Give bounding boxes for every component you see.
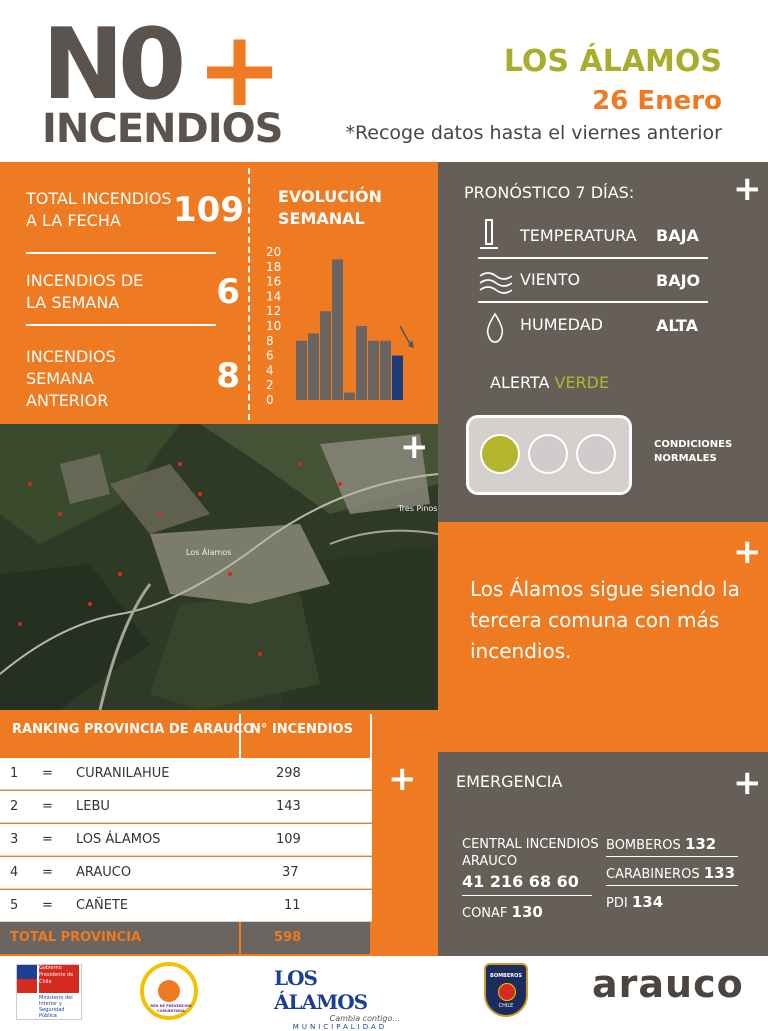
bomberos-logo xyxy=(484,963,528,1017)
plus-icon[interactable]: + xyxy=(400,427,429,467)
emergency-title: EMERGENCIA xyxy=(456,772,563,791)
date-title: 26 Enero xyxy=(592,86,722,116)
week-label xyxy=(26,270,143,314)
wind-icon xyxy=(478,270,514,294)
prev-label xyxy=(26,346,116,412)
forecast-title: PRONÓSTICO 7 DÍAS: xyxy=(464,183,635,202)
red-prevencion-text: RED DE PREVENCIÓN COMUNITARIA xyxy=(150,1004,192,1013)
chart-bar xyxy=(368,341,379,400)
light-green xyxy=(480,434,520,474)
chart-tick-label: 10 xyxy=(266,319,282,333)
rank-count: 109 xyxy=(276,832,301,847)
total-province-value: 598 xyxy=(274,930,302,945)
rank-name: CURANILAHUE xyxy=(76,766,170,781)
forecast-value-humidity: ALTA xyxy=(656,316,698,335)
separator xyxy=(478,257,708,259)
ministerio-text-3: Seguridad Pública xyxy=(39,1007,65,1019)
rank-count: 298 xyxy=(276,766,301,781)
shield-icon xyxy=(498,983,516,1001)
plus-icon[interactable]: + xyxy=(388,759,417,799)
evolution-title xyxy=(278,186,382,230)
total-label xyxy=(26,188,172,232)
chart-tick-label: 6 xyxy=(266,348,274,363)
separator xyxy=(26,324,216,326)
hand-icon xyxy=(158,980,180,1002)
plus-icon[interactable]: + xyxy=(733,763,762,803)
alert-level: VERDE xyxy=(554,373,610,392)
rank-name: LEBU xyxy=(76,799,110,814)
carabineros-number: 133 xyxy=(703,864,736,882)
chart-bar xyxy=(344,393,355,400)
rank-count: 37 xyxy=(282,865,299,880)
bomberos-number: 132 xyxy=(684,835,717,853)
table-row xyxy=(0,758,372,790)
logo-plus: + xyxy=(196,8,284,130)
rank-trend: = xyxy=(42,799,53,814)
prev-value: 8 xyxy=(216,356,240,396)
chart-tick-label: 4 xyxy=(266,363,274,378)
conaf-label: CONAF xyxy=(462,906,508,921)
carabineros-label: CARABINEROS xyxy=(606,867,700,882)
chart-tick-label: 16 xyxy=(266,274,282,289)
gobierno-text xyxy=(39,965,79,993)
table-row xyxy=(0,791,372,823)
gobierno-text-1: Gobierno xyxy=(39,965,62,971)
prev-label-line2: SEMANA xyxy=(26,369,94,388)
chart-bar xyxy=(356,326,367,400)
conaf-number: 130 xyxy=(511,903,543,921)
conaf-contact xyxy=(462,903,543,921)
ranking-header-name: RANKING PROVINCIA DE ARAUCO xyxy=(12,722,254,737)
rank-name: CAÑETE xyxy=(76,898,129,913)
map-label-pinos: Tres Pinos xyxy=(398,504,438,513)
forecast-label-humidity: HUMEDAD xyxy=(520,315,603,334)
bomberos-country: CHILE xyxy=(498,1003,514,1009)
chart-tick-label: 0 xyxy=(266,393,274,407)
total-label-line2: A LA FECHA xyxy=(26,211,121,230)
pdi-contact xyxy=(606,893,663,911)
pdi-number: 134 xyxy=(631,893,664,911)
forecast-label-temperature: TEMPERATURA xyxy=(520,226,637,245)
conditions-label xyxy=(654,438,732,466)
ranking-header-count: N° INCENDIOS xyxy=(250,722,353,737)
total-value: 109 xyxy=(173,190,244,230)
chart-tick-label: 18 xyxy=(266,259,282,274)
table-row xyxy=(0,890,372,922)
forecast-value-temperature: BAJA xyxy=(656,226,699,245)
satellite-map[interactable] xyxy=(0,424,438,710)
rank-pos: 4 xyxy=(10,865,19,880)
chart-tick-label: 14 xyxy=(266,289,282,304)
separator xyxy=(462,895,592,896)
week-label-line1: INCENDIOS DE xyxy=(26,271,144,290)
rank-trend: = xyxy=(42,832,53,847)
drop-icon xyxy=(484,312,506,344)
gobierno-logo xyxy=(16,964,82,1020)
muni-name: LOS ÁLAMOS xyxy=(274,966,368,1014)
logo-incendios: INCENDIOS xyxy=(42,106,283,152)
conditions-line1: CONDICIONES xyxy=(654,439,733,450)
forecast-label-wind: VIENTO xyxy=(520,270,581,289)
separator xyxy=(606,856,738,857)
rank-trend: = xyxy=(42,766,53,781)
table-row xyxy=(0,824,372,856)
pdi-label: PDI xyxy=(606,896,628,911)
forecast-value-wind: BAJO xyxy=(656,271,701,290)
rank-name: LOS ÁLAMOS xyxy=(76,832,161,847)
rank-name: ARAUCO xyxy=(76,865,132,880)
evolution-chart xyxy=(258,240,428,410)
alert-text xyxy=(490,373,609,392)
bomberos-contact xyxy=(606,835,716,853)
separator xyxy=(606,885,738,886)
rank-count: 143 xyxy=(276,799,301,814)
central-label xyxy=(462,836,599,870)
rank-pos: 5 xyxy=(10,898,19,913)
map-label-town: Los Álamos xyxy=(186,548,232,557)
separator xyxy=(26,252,216,254)
bomberos-label: BOMBEROS xyxy=(606,838,681,853)
chart-bar xyxy=(392,356,403,400)
rank-trend: = xyxy=(42,865,53,880)
arauco-logo: arauco xyxy=(592,962,744,1006)
total-row-value-cell xyxy=(241,922,370,954)
ministerio-text-2: Interior y xyxy=(39,1001,62,1007)
prev-label-line3: ANTERIOR xyxy=(26,391,109,410)
separator xyxy=(478,301,708,303)
week-value: 6 xyxy=(216,272,240,312)
chart-bar xyxy=(320,311,331,400)
alert-prefix: ALERTA xyxy=(490,373,550,392)
rank-pos: 2 xyxy=(10,799,19,814)
central-label-line2: ARAUCO xyxy=(462,854,518,869)
red-prevencion-logo xyxy=(140,962,198,1020)
chart-bar xyxy=(308,333,319,400)
conditions-line2: NORMALES xyxy=(654,453,717,464)
central-phone: 41 216 68 60 xyxy=(462,872,579,891)
gobierno-text-2: Presidente de Chile xyxy=(39,972,74,985)
carabineros-contact xyxy=(606,864,735,882)
ministerio-text xyxy=(17,995,81,1019)
bomberos-badge-text: BOMBEROS xyxy=(490,973,522,979)
place-title: LOS ÁLAMOS xyxy=(503,44,722,79)
muni-sub: MUNICIPALIDAD xyxy=(292,1023,388,1031)
data-note: *Recoge datos hasta el viernes anterior xyxy=(345,122,722,144)
rank-pos: 3 xyxy=(10,832,19,847)
prev-label-line1: INCENDIOS xyxy=(26,347,116,366)
message-text: Los Álamos sigue siendo la tercera comuna con más incendios. xyxy=(470,577,740,663)
logo-no: N0 xyxy=(42,8,181,122)
ministerio-text-1: Ministerio del xyxy=(39,995,73,1001)
arrow-icon xyxy=(400,326,410,344)
chart-tick-label: 2 xyxy=(266,378,274,393)
flag-icon xyxy=(17,965,37,995)
map-image xyxy=(0,424,438,710)
total-province-label: TOTAL PROVINCIA xyxy=(10,930,142,945)
rank-trend: = xyxy=(42,898,53,913)
muni-slogan: Cambia contigo... xyxy=(329,1014,400,1023)
table-row xyxy=(0,857,372,889)
chart-bar xyxy=(332,259,343,400)
light-red xyxy=(576,434,616,474)
plus-icon[interactable]: + xyxy=(733,532,762,572)
rank-count: 11 xyxy=(284,898,301,913)
light-yellow xyxy=(528,434,568,474)
chart-bar xyxy=(296,341,307,400)
thermometer-icon xyxy=(478,218,500,252)
dashed-divider xyxy=(248,168,250,420)
chart-tick-label: 12 xyxy=(266,304,282,319)
week-label-line2: LA SEMANA xyxy=(26,293,120,312)
rank-pos: 1 xyxy=(10,766,19,781)
chart-tick-label: 20 xyxy=(266,245,282,259)
evolution-title-line1: EVOLUCIÓN xyxy=(278,187,382,206)
evolution-title-line2: SEMANAL xyxy=(278,209,365,228)
chart-tick-label: 8 xyxy=(266,333,274,348)
plus-icon: + xyxy=(733,169,762,209)
central-label-line1: CENTRAL INCENDIOS xyxy=(462,837,599,852)
municipalidad-logo xyxy=(274,966,406,1031)
total-label-line1: TOTAL INCENDIOS xyxy=(26,189,172,208)
chart-bar xyxy=(380,341,391,400)
